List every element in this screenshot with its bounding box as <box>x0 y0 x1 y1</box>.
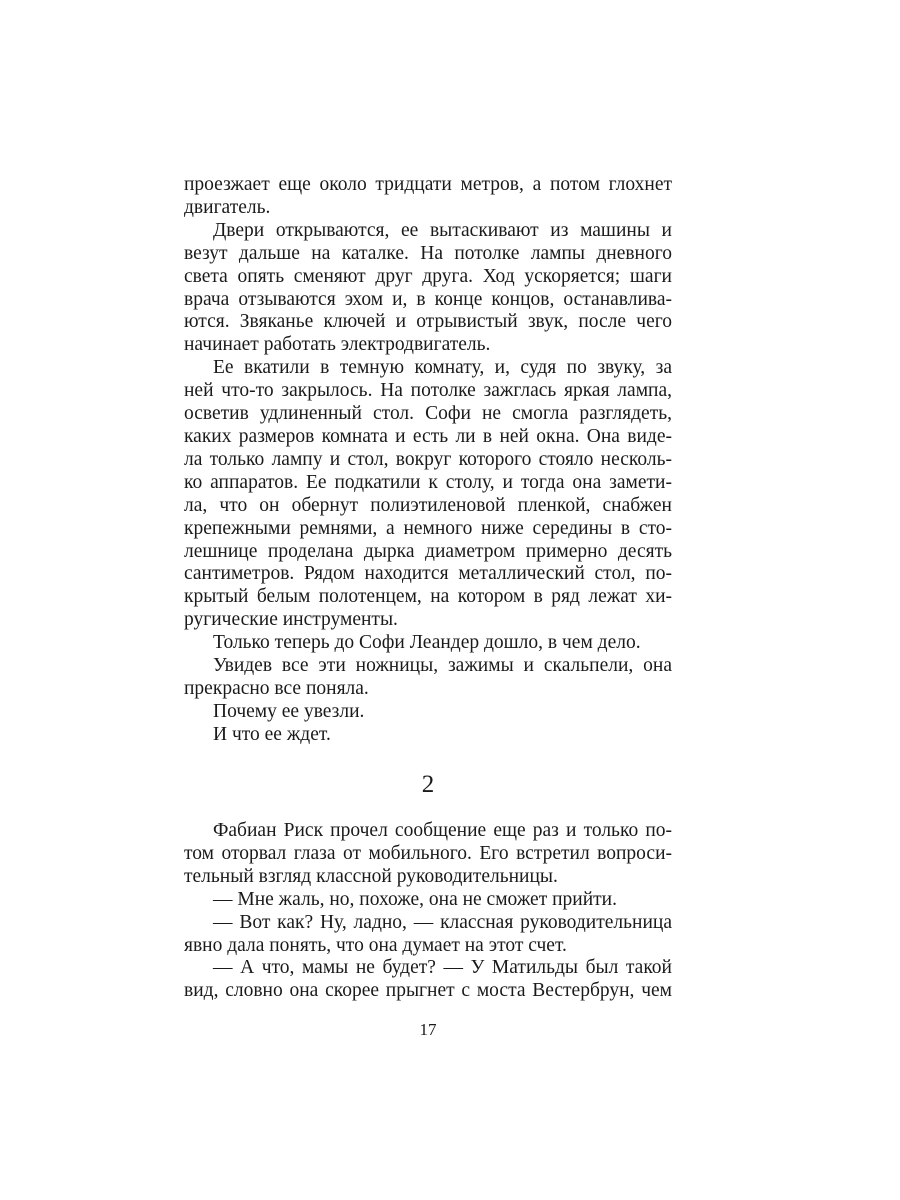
text-line: врача отзываются эхом и, в конце концов, останавлива- <box>184 288 672 310</box>
page-number: 17 <box>419 1020 437 1039</box>
text-line: лешнице проделана дырка диаметром примерно десять <box>184 540 672 562</box>
text-line: ругические инструменты. <box>184 609 398 631</box>
text-line: Почему ее увезли. <box>213 700 365 722</box>
text-line: крепежными ремнями, а немного ниже середины в сто- <box>184 517 672 539</box>
text-line: Фабиан Риск прочел сообщение еще раз и только по- <box>213 820 672 841</box>
text-line: — Мне жаль, но, похоже, она не сможет прийти. <box>213 888 617 910</box>
text-section-before-chapter <box>184 174 672 747</box>
text-line: Двери открываются, ее вытаскивают из машины и <box>213 219 672 241</box>
text-line: тельный взгляд классной руководительницы. <box>184 865 558 887</box>
text-line: — Вот как? Ну, ладно, — классная руководительница <box>213 911 672 933</box>
text-line: двигатель. <box>184 196 271 218</box>
text-line: ла только лампу и стол, вокруг которого стояло несколь- <box>184 448 672 470</box>
text-line: вид, словно она скорее прыгнет с моста Вестербрун, чем <box>184 980 672 1002</box>
text-line: явно дала понять, что она думает на этот счет. <box>184 934 567 956</box>
text-line: Ее вкатили в темную комнату, и, судя по звуку, за <box>213 357 672 379</box>
text-line: света опять сменяют друг друга. Ход ускоряется; шаги <box>184 265 672 287</box>
text-line: ла, что он обернут полиэтиленовой пленкой, снабжен <box>184 494 672 516</box>
text-line: ко аппаратов. Ее подкатили к столу, и тогда она замети- <box>184 471 672 493</box>
text-section-chapter-2 <box>184 820 672 1003</box>
text-line: Увидев все эти ножницы, зажимы и скальпели, она <box>213 655 672 677</box>
text-line: каких размеров комната и есть ли в ней окна. Она виде- <box>184 425 672 447</box>
text-line: проезжает еще около тридцати метров, а потом глохнет <box>184 174 672 195</box>
text-line: И что ее ждет. <box>213 723 331 745</box>
text-line: прекрасно все поняла. <box>184 677 369 699</box>
text-line: — А что, мамы не будет? — У Матильды был такой <box>213 957 672 979</box>
text-line: том оторвал глаза от мобильного. Его встретил вопроси- <box>184 842 672 864</box>
text-line: начинает работать электродвигатель. <box>184 334 491 356</box>
text-line: осветив удлиненный стол. Софи не смогла разглядеть, <box>184 403 672 425</box>
text-line: крытый белым полотенцем, на котором в ряд лежат хи- <box>184 586 672 608</box>
text-line: сантиметров. Рядом находится металлический стол, по- <box>184 563 672 585</box>
text-line: Только теперь до Софи Леандер дошло, в чем дело. <box>213 632 641 654</box>
text-line: везут дальше на каталке. На потолке лампы дневного <box>184 242 672 264</box>
text-line: ней что-то закрылось. На потолке зажглась яркая лампа, <box>184 380 672 402</box>
chapter-number: 2 <box>421 771 435 798</box>
text-line: ются. Звяканье ключей и отрывистый звук, после чего <box>184 311 672 333</box>
